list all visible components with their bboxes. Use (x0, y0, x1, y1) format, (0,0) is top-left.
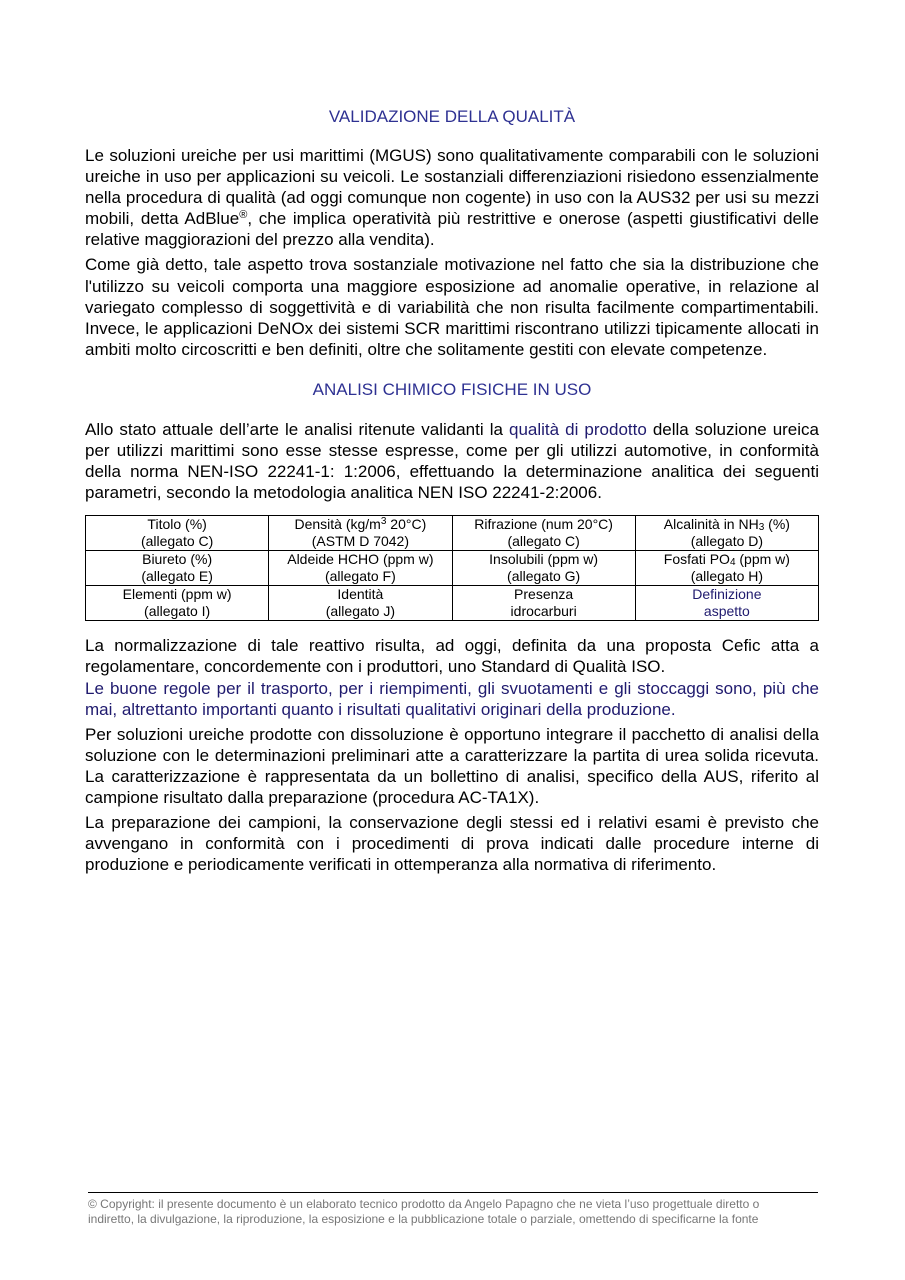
paragraph-motivation: Come già detto, tale aspetto trova sostanziale motivazione nel fatto che sia la distribuzione che l'utilizzo su veicoli comporta una maggiore esposizione ad anomalie operative, in relazione al variegato complesso di soggettività e di variabilità che non risulta facilmente compartimentabili. Invece, le applicazioni DeNOx dei sistemi SCR marittimi riscontrano utilizzi tipicamente allocati in ambiti molto circoscritti e ben definiti, oltre che solitamente gestiti con elevate competenze. (85, 255, 819, 359)
table-cell: Fosfati $PO_4$ (ppm w) (allegato H) (635, 551, 818, 586)
paragraph-text: Allo stato attuale dell’arte le analisi ritenute validanti la (85, 419, 509, 439)
table-row (86, 551, 819, 586)
paragraph-text: della soluzione ureica per utilizzi marittimi sono esse stesse espresse, come per gli utilizzi automotive, in conformità della norma NEN-ISO 22241-1: 1:2006, effettuando la determinazione analitica dei seguenti parametri, secondo la metodologia analitica NEN ISO 22241-2:2006. (85, 419, 819, 503)
transport-rules-highlight: Le buone regole per il trasporto, per i riempimenti, gli svuotamenti e gli stoccaggi sono, più che mai, altrettanto importanti quanto i risultati qualitativi originari della produzione. (85, 678, 819, 719)
table-cell: Identità (allegato J) (269, 586, 452, 621)
footer-line: indiretto, la divulgazione, la riproduzione, la esposizione e la pubblicazione totale o parziale, omettendo di specificarne la fonte (88, 1212, 759, 1226)
document-page (85, 0, 819, 875)
table-row (86, 586, 819, 621)
table-cell: Rifrazione (num 20°C) (allegato C) (452, 516, 635, 551)
table-row (86, 516, 819, 551)
table-cell: Biureto (%) (allegato E) (86, 551, 269, 586)
paragraph-text: , che implica operatività più restrittive e onerose (aspetti giustificativi delle relative maggiorazioni del prezzo alla vendita). (85, 209, 819, 250)
paragraph-mgus-comparison (85, 145, 819, 250)
table-cell: Aldeide HCHO (ppm w) (allegato F) (269, 551, 452, 586)
registered-mark: ® (239, 209, 248, 222)
table-cell: Presenza idrocarburi (452, 586, 635, 621)
paragraph-normalization (85, 635, 819, 719)
footer-line: © Copyright: il presente documento è un elaborato tecnico prodotto da Angelo Papagno che ne vieta l’uso progettuale diretto o (88, 1197, 760, 1211)
paragraph-dissolution: Per soluzioni ureiche prodotte con dissoluzione è opportuno integrare il pacchetto di analisi della soluzione con le determinazioni preliminari atte a caratterizzare la partita di urea solida ricevuta. La caratterizzazione è rappresentata da un bollettino di analisi, specifico della AUS, riferito al campione risultato dalla preparazione (procedura AC-TA1X). (85, 724, 819, 807)
table-cell: Titolo (%) (allegato C) (86, 516, 269, 551)
table-cell: Insolubili (ppm w) (allegato G) (452, 551, 635, 586)
table-cell: Definizione aspetto (635, 586, 818, 621)
quality-highlight: qualità di prodotto (508, 419, 647, 439)
parameters-table (85, 515, 819, 621)
paragraph-analysis-intro (85, 419, 819, 503)
paragraph-sample-preparation: La preparazione dei campioni, la conservazione degli stessi ed i relativi esami è previsto che avvengano in conformità con i procedimenti di prova indicati dalle procedure interne di produzione e periodicamente verificati in ottemperanza alla normativa di riferimento. (85, 813, 819, 875)
copyright-footer (88, 1192, 818, 1227)
table-cell: Densità ($kg/m^3$ 20°C) (ASTM D 7042) (269, 516, 452, 551)
section-title-analisi: ANALISI CHIMICO FISICHE IN USO (312, 379, 592, 399)
paragraph-text: La normalizzazione di tale reattivo risulta, ad oggi, definita da una proposta Cefic atta a regolamentare, concordemente con i produttori, uno Standard di Qualità ISO. (85, 636, 819, 677)
section-title-validazione: VALIDAZIONE DELLA QUALITÀ (328, 107, 576, 126)
table-cell: Alcalinità in $NH_3$ (%) (allegato D) (635, 516, 818, 551)
paragraph-text: Le soluzioni ureiche per usi marittimi (MGUS) sono qualitativamente comparabili con le soluzioni ureiche in uso per applicazioni su veicoli. Le sostanziali differenziazioni risiedono essenzialmente nella procedura di qualità (ad oggi comunque non cogente) in uso con la AUS32 per usi su mezzi mobili, detta AdBlue (85, 146, 819, 229)
table-cell: Elementi (ppm w) (allegato I) (86, 586, 269, 621)
